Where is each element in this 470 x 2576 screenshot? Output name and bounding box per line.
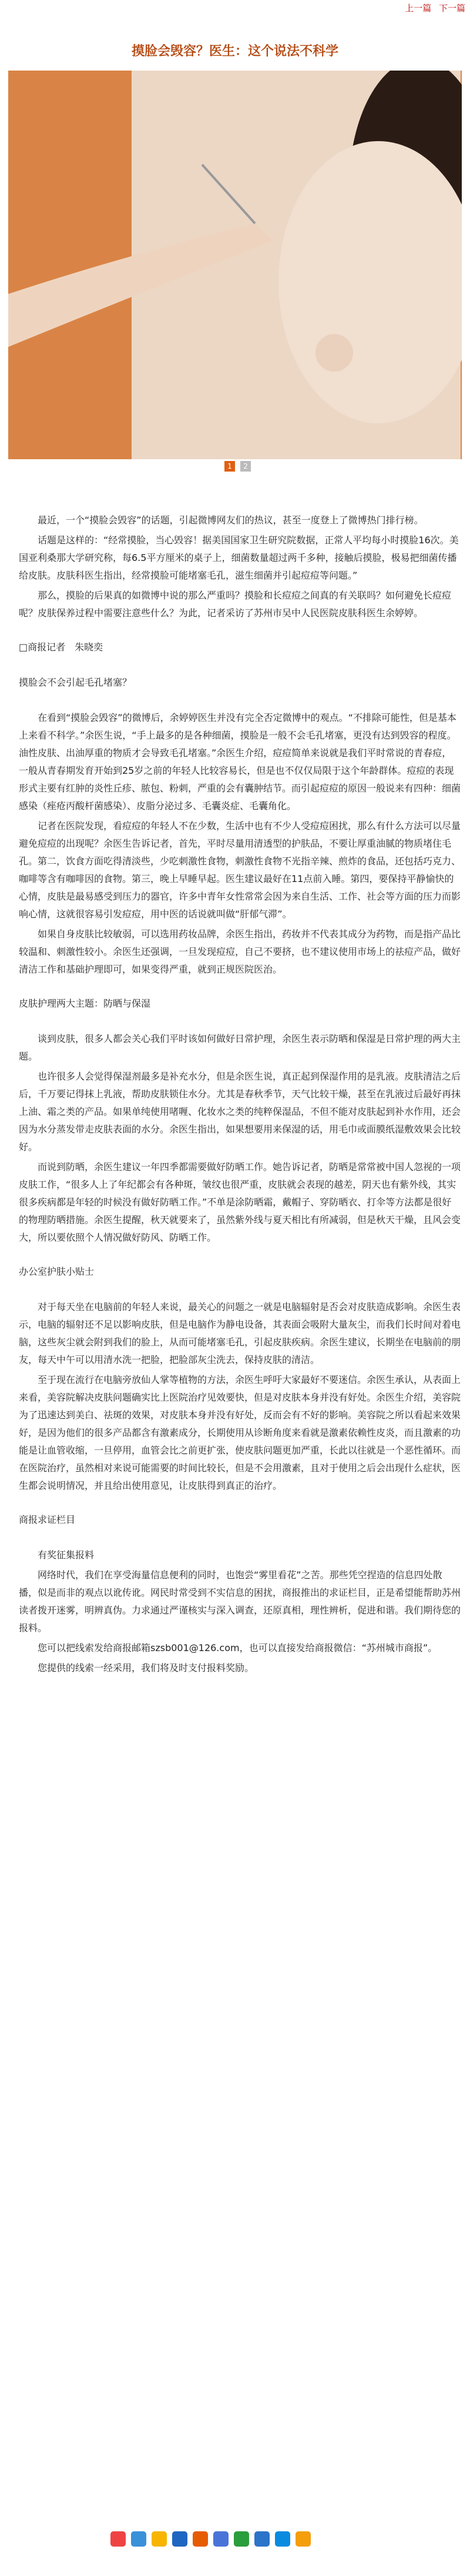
prev-article-link[interactable]: 上一篇 <box>405 3 432 14</box>
paragraph: 有奖征集报料 <box>38 1549 95 1561</box>
next-article-link[interactable]: 下一篇 <box>438 3 465 14</box>
paragraph: 话题是这样的：“经常摸脸，当心毁容！据美国国家卫生研究院数据，正常人平均每小时摸脸16次。美国亚利桑那大学研究称，每6.5平方厘米的桌子上，细菌数量超过两千多种，接触后摸脸，极易把细菌传播给皮肤。皮肤科医生指出，经常摸脸可能堵塞毛孔，滋生细菌并引起痘痘等问题。” <box>19 534 459 581</box>
qzone-icon[interactable] <box>131 2531 146 2547</box>
share-bar <box>110 2531 316 2549</box>
qq-icon[interactable] <box>275 2531 290 2547</box>
paragraph: 那么，摸脸的后果真的如微博中说的那么严重吗？摸脸和长痘痘之间真的有关联吗？如何避免长痘痘呢？皮肤保养过程中需要注意些什么？为此，记者采访了苏州市吴中人民医院皮肤科医生余婷婷。 <box>19 590 452 619</box>
paragraph: 而说到防晒，余医生建议一年四季都需要做好防晒工作。她告诉记者，防晒是常常被中国人忽视的一项皮肤工作，“很多人上了年纪都会有各种斑，皱纹也很严重，皮肤就会表现的越差，阴天也有紫外线，其实很多疾病都是年轻的时候没有做好防晒工作。”不单是涂防晒霜，戴帽子、穿防晒衣、打伞等方法都是很好的物理防晒措施。余医生提醒，秋天就要来了，虽然紫外线与夏天相比有所减弱，但是秋天干燥，且风会变大，所以要依照个人情况做好防风、防晒工作。 <box>19 1161 461 1243</box>
image-pager <box>224 460 253 473</box>
section-heading: 摸脸会不会引起毛孔堵塞？ <box>19 677 132 688</box>
paragraph: 对于每天坐在电脑前的年轻人来说，最关心的问题之一就是电脑辐射是否会对皮肤造成影响。余医生表示，电脑的辐射还不足以影响皮肤，但是电脑作为静电设备，其表面会吸附大量灰尘，而我们长时间对着电脑，这些灰尘就会附到我们的脸上，从而可能堵塞毛孔，引起皮肤疾病。余医生建议，长期坐在电脑前的朋友，每天中午可以用清水洗一把脸，把脸部灰尘洗去，保持皮肤的清洁。 <box>19 1301 461 1365</box>
article-photo <box>8 71 462 459</box>
paragraph: 您可以把线索发给商报邮箱szsb001@126.com，也可以直接发给商报微信：“苏州城市商报”。 <box>38 1642 438 1653</box>
paragraph: 在看到“摸脸会毁容”的微博后，余婷婷医生并没有完全否定微博中的观点。“不排除可能性，但是基本上来看不科学。”余医生说，“手上最多的是各种细菌，摸脸是一般不会毛孔堵塞，更没有达到毁容的程度。油性皮肤、出油厚重的物质才会导致毛孔堵塞。”余医生介绍，痘痘简单来说就是我们平时常说的青春痘，一般从青春期发育开始到25岁之前的年轻人比较容易长，但是也不仅仅局限于这个年龄群体。痘痘的表现形式主要有红肿的炎性丘疹、脓包、粉刺，严重的会有囊肿结节。而引起痘痘的原因一般说来有四种：细菌感染（痤疮丙酸杆菌感染）、皮脂分泌过多、毛囊炎症、毛囊角化。 <box>19 712 461 811</box>
article-title: 摸脸会毁容？医生：这个说法不科学 <box>131 44 338 59</box>
renren-icon[interactable] <box>172 2531 187 2547</box>
weibo-icon[interactable] <box>110 2531 126 2547</box>
pager-page-2[interactable]: 2 <box>240 461 251 472</box>
douban-icon[interactable] <box>234 2531 249 2547</box>
star-icon[interactable] <box>152 2531 167 2547</box>
section-heading: 皮肤护理两大主题：防晒与保湿 <box>19 998 151 1009</box>
paragraph: 至于现在流行在电脑旁放仙人掌等植物的方法，余医生呼吁大家最好不要迷信。余医生承认，从表面上来看，美容院解决皮肤问题确实比上医院治疗见效要快，但是对皮肤本身并没有好处。余医生介绍，美容院为了迅速达到美白、祛斑的效果，对皮肤本身并没有好处，反而会有不好的影响。美容院之所以看起来效果好，是因为他们的很多产品都含有激素成分，长期使用从诊断角度来看就是激素依赖性皮炎，而且激素的功能是让血管收缩，一旦停用，血管会比之前更扩张，使皮肤问题更加严重，长此以往就是一个恶性循环。而在医院治疗，虽然相对来说可能需要的时间比较长，但是不会用激素，且对于使用之后会出现什么症状，医生都会说明情况，并且给出使用意见，让皮肤得到真正的治疗。 <box>19 1374 461 1491</box>
byline: □商报记者 朱晓奕 <box>19 642 103 653</box>
paragraph: 也许很多人会觉得保湿剂最多是补充水分，但是余医生说，真正起到保湿作用的是乳液。皮肤清洁之后后，千万要记得抹上乳液，帮助皮肤锁住水分。尤其是春秋季节，天气比较干燥，甚至在乳液过后最好再抹上油、霜之类的产品。如果单纯使用啫喱、化妆水之类的纯粹保湿品，不但不能对皮肤起到补水作用，还会因为水分蒸发带走皮肤表面的水分。余医生指出，如果想要用来保湿的话，用毛巾或面膜纸湿敷效果会比较好。 <box>19 1071 461 1152</box>
kaixin-icon[interactable] <box>193 2531 208 2547</box>
paragraph: 记者在医院发现，看痘痘的年轻人不在少数，生活中也有不少人受痘痘困扰，那么有什么方法可以尽量避免痘痘的出现呢？余医生告诉记者，首先，平时尽量用清透型的护肤品，不要让厚重油腻的物质堵住毛孔。第二，饮食方面吃得清淡些，少吃刺激性食物，刺激性食物不光指辛辣、煎炸的食品，还包括巧克力、咖啡等含有咖啡因的食物。第三，晚上早睡早起。医生建议最好在11点前入睡。第四，要保持平静愉快的心情，皮肤是最易感受到压力的器官，许多中青年女性常常会因为来自生活、工作、社会等方面的压力而影响心情，这就很容易引发痘痘，用中医的话说就叫做“肝郁气滞”。 <box>19 820 461 920</box>
baidu-icon[interactable] <box>213 2531 229 2547</box>
section-heading: 办公室护肤小贴士 <box>19 1266 95 1277</box>
paragraph: 您提供的线索一经采用，我们将及时支付报料奖励。 <box>38 1662 254 1673</box>
paragraph: 谈到皮肤，很多人都会关心我们平时该如何做好日常护理，余医生表示防晒和保湿是日常护理的两大主题。 <box>19 1033 461 1062</box>
paragraph: 网络时代，我们在享受海量信息便利的同时，也饱尝“雾里看花”之苦。那些凭空捏造的信息四处散播，似是而非的观点以讹传讹。网民时常受到不实信息的困扰，商报推出的求证栏目，正是希望能帮助苏州读者拨开迷雾，明辨真伪。力求通过严谨核实与深入调查，还原真相，理性辨析，促进和谐。我们期待您的报料。 <box>19 1569 461 1633</box>
paragraph: 如果自身皮肤比较敏弱，可以选用药妆品牌，余医生指出，药妆并不代表其成分为药物，而是指产品比较温和、刺激性较小。余医生还强调，一旦发现痘痘，自己不要挤，也不建议使用市场上的祛痘产品，做好清洁工作和基础护理即可，如果变得严重，就到正规医院医治。 <box>19 928 461 975</box>
section-heading: 商报求证栏目 <box>19 1514 76 1525</box>
pager-page-1[interactable]: 1 <box>224 461 235 472</box>
add-icon[interactable] <box>296 2531 311 2547</box>
top-navigation <box>0 0 470 16</box>
tianya-icon[interactable] <box>254 2531 270 2547</box>
article-body <box>19 512 461 1679</box>
paragraph: 最近，一个“摸脸会毁容”的话题，引起微博网友们的热议，甚至一度登上了微博热门排行榜。 <box>38 514 424 526</box>
